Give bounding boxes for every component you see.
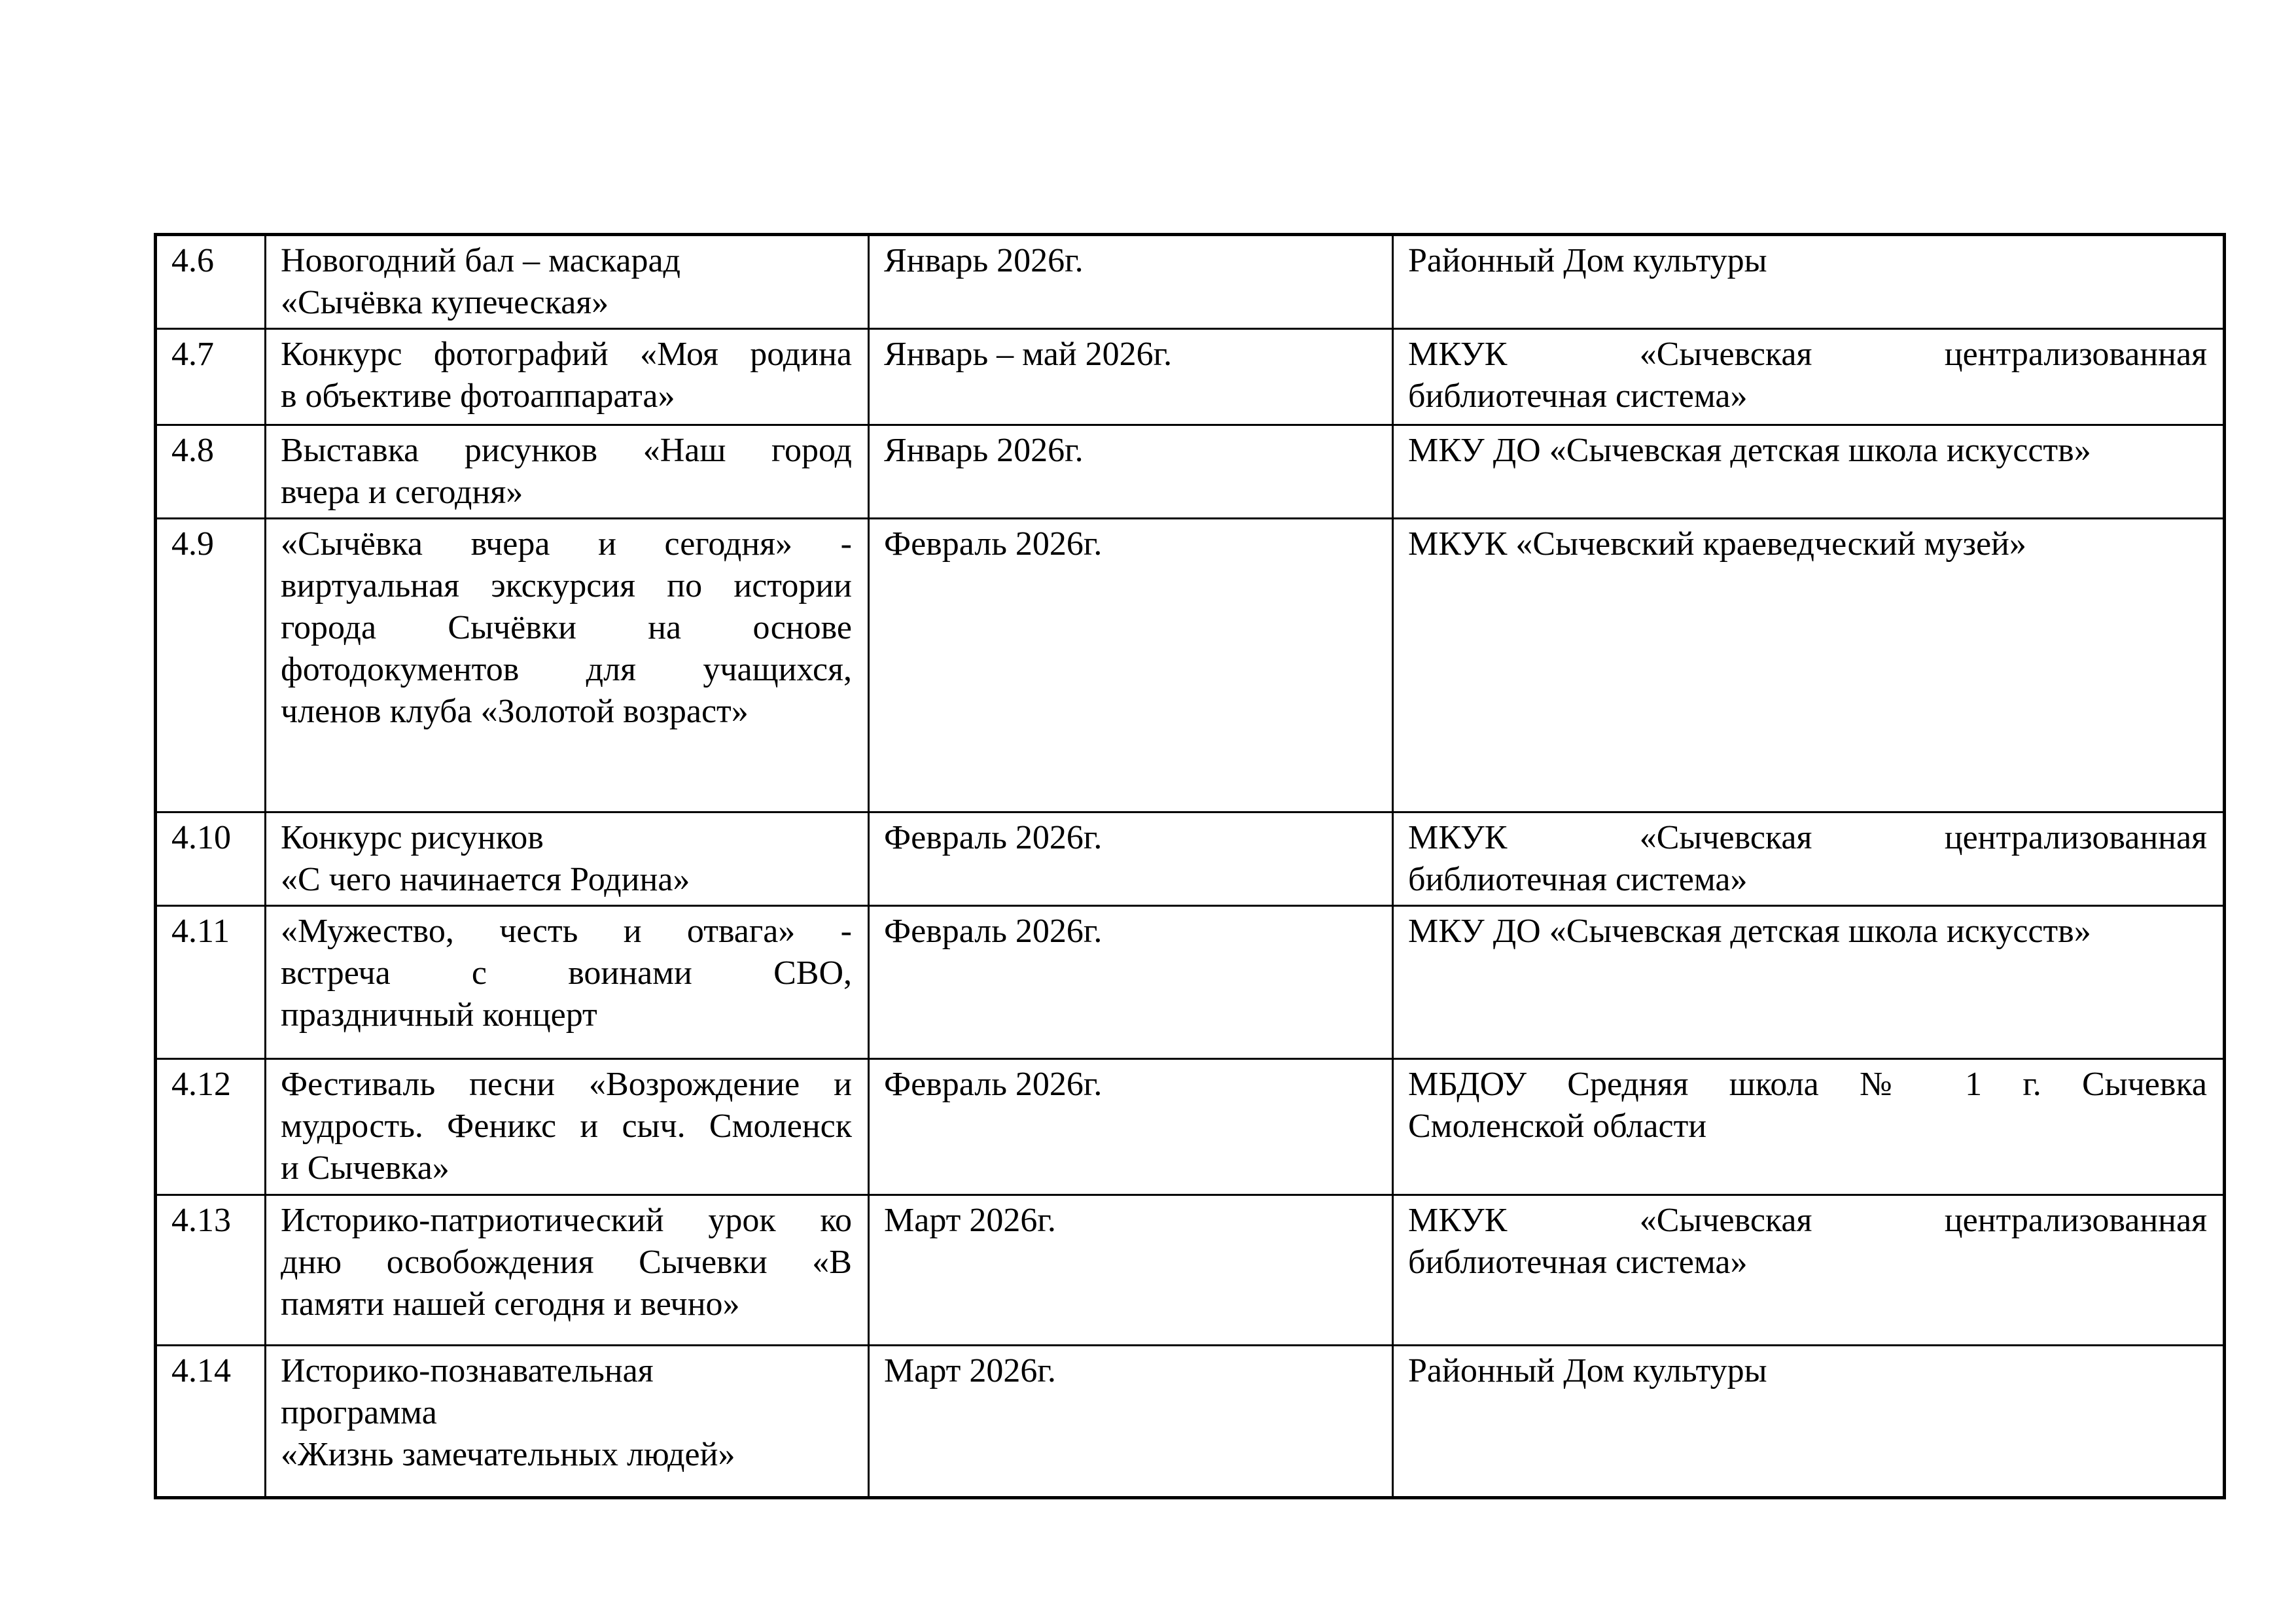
organization-text-line: библиотечная система»: [1408, 377, 1748, 415]
organization-cell: [1393, 1195, 2225, 1346]
event-text-line: «Сычёвка вчера и сегодня» -: [281, 525, 852, 563]
event-name-cell: [266, 425, 869, 519]
event-text-line: встреча с воинами СВО,: [281, 954, 852, 992]
row-number-cell: 4.10: [156, 812, 266, 906]
organization-text-line: библиотечная система»: [1408, 1244, 1748, 1281]
event-text-line: «Сычёвка купеческая»: [281, 284, 609, 321]
event-name-cell: [266, 1195, 869, 1346]
table-row: [156, 1059, 2225, 1195]
table-row: [156, 1346, 2225, 1498]
event-text-line: дню освобождения Сычевки «В: [281, 1244, 852, 1281]
organization-text-line: МБДОУ Средняя школа № 1 г. Сычевка: [1408, 1066, 2207, 1103]
date-cell: Март 2026г.: [869, 1346, 1393, 1498]
organization-cell: [1393, 425, 2225, 519]
table-row: [156, 906, 2225, 1059]
event-text-line: Историко-патриотический урок ко: [281, 1202, 852, 1239]
event-text-line: Конкурс рисунков: [281, 819, 544, 856]
event-text-line: праздничный концерт: [281, 996, 597, 1034]
event-text-line: Выставка рисунков «Наш город: [281, 432, 852, 469]
event-name-cell: [266, 812, 869, 906]
event-text-line: фотодокументов для учащихся,: [281, 651, 852, 688]
organization-cell: [1393, 906, 2225, 1059]
events-table: [154, 233, 2226, 1499]
row-number-cell: 4.6: [156, 235, 266, 329]
event-name-cell: [266, 906, 869, 1059]
event-text-line: Конкурс фотографий «Моя родина: [281, 336, 852, 373]
event-text-line: памяти нашей сегодня и вечно»: [281, 1285, 740, 1323]
date-cell: Февраль 2026г.: [869, 812, 1393, 906]
organization-text-line: МКУК «Сычевская централизованная: [1408, 336, 2207, 373]
event-text-line: виртуальная экскурсия по истории: [281, 567, 852, 604]
date-cell: Январь – май 2026г.: [869, 329, 1393, 425]
event-text-line: «Жизнь замечательных людей»: [281, 1436, 735, 1473]
row-number-cell: 4.14: [156, 1346, 266, 1498]
event-name-cell: [266, 1059, 869, 1195]
table-row: [156, 329, 2225, 425]
date-cell: Январь 2026г.: [869, 425, 1393, 519]
organization-cell: [1393, 1346, 2225, 1498]
table-row: [156, 1195, 2225, 1346]
event-text-line: в объективе фотоаппарата»: [281, 377, 675, 415]
table-row: [156, 235, 2225, 329]
organization-text-line: библиотечная система»: [1408, 861, 1748, 898]
organization-cell: [1393, 1059, 2225, 1195]
event-text-line: Новогодний бал – маскарад: [281, 242, 680, 279]
event-name-cell: [266, 235, 869, 329]
organization-text-line: МКУК «Сычевский краеведческий музей»: [1408, 525, 2026, 563]
row-number-cell: 4.11: [156, 906, 266, 1059]
event-name-cell: [266, 519, 869, 812]
date-cell: Февраль 2026г.: [869, 906, 1393, 1059]
row-number-cell: 4.7: [156, 329, 266, 425]
event-text-line: мудрость. Феникс и сыч. Смоленск: [281, 1108, 852, 1145]
date-cell: Январь 2026г.: [869, 235, 1393, 329]
event-text-line: Фестиваль песни «Возрождение и: [281, 1066, 852, 1103]
event-text-line: программа: [281, 1394, 437, 1431]
organization-cell: [1393, 519, 2225, 812]
table-row: [156, 425, 2225, 519]
organization-text-line: МКУК «Сычевская централизованная: [1408, 819, 2207, 856]
event-name-cell: [266, 1346, 869, 1498]
date-cell: Март 2026г.: [869, 1195, 1393, 1346]
table-row: [156, 519, 2225, 812]
table-row: [156, 812, 2225, 906]
organization-text-line: МКУ ДО «Сычевская детская школа искусств»: [1408, 432, 2091, 469]
organization-cell: [1393, 812, 2225, 906]
date-cell: Февраль 2026г.: [869, 519, 1393, 812]
row-number-cell: 4.8: [156, 425, 266, 519]
event-text-line: «С чего начинается Родина»: [281, 861, 690, 898]
event-text-line: Историко-познавательная: [281, 1352, 654, 1389]
organization-text-line: МКУ ДО «Сычевская детская школа искусств»: [1408, 913, 2091, 950]
organization-cell: [1393, 329, 2225, 425]
row-number-cell: 4.13: [156, 1195, 266, 1346]
events-table-body: [156, 235, 2225, 1498]
row-number-cell: 4.9: [156, 519, 266, 812]
event-name-cell: [266, 329, 869, 425]
event-text-line: вчера и сегодня»: [281, 474, 523, 511]
row-number-cell: 4.12: [156, 1059, 266, 1195]
event-text-line: и Сычевка»: [281, 1149, 450, 1187]
organization-text-line: МКУК «Сычевская централизованная: [1408, 1202, 2207, 1239]
date-cell: Февраль 2026г.: [869, 1059, 1393, 1195]
organization-text-line: Смоленской области: [1408, 1108, 1707, 1145]
organization-text-line: Районный Дом культуры: [1408, 1352, 1767, 1389]
organization-cell: [1393, 235, 2225, 329]
event-text-line: членов клуба «Золотой возраст»: [281, 693, 749, 730]
event-text-line: «Мужество, честь и отвага» -: [281, 913, 852, 950]
event-text-line: города Сычёвки на основе: [281, 609, 852, 646]
organization-text-line: Районный Дом культуры: [1408, 242, 1767, 279]
